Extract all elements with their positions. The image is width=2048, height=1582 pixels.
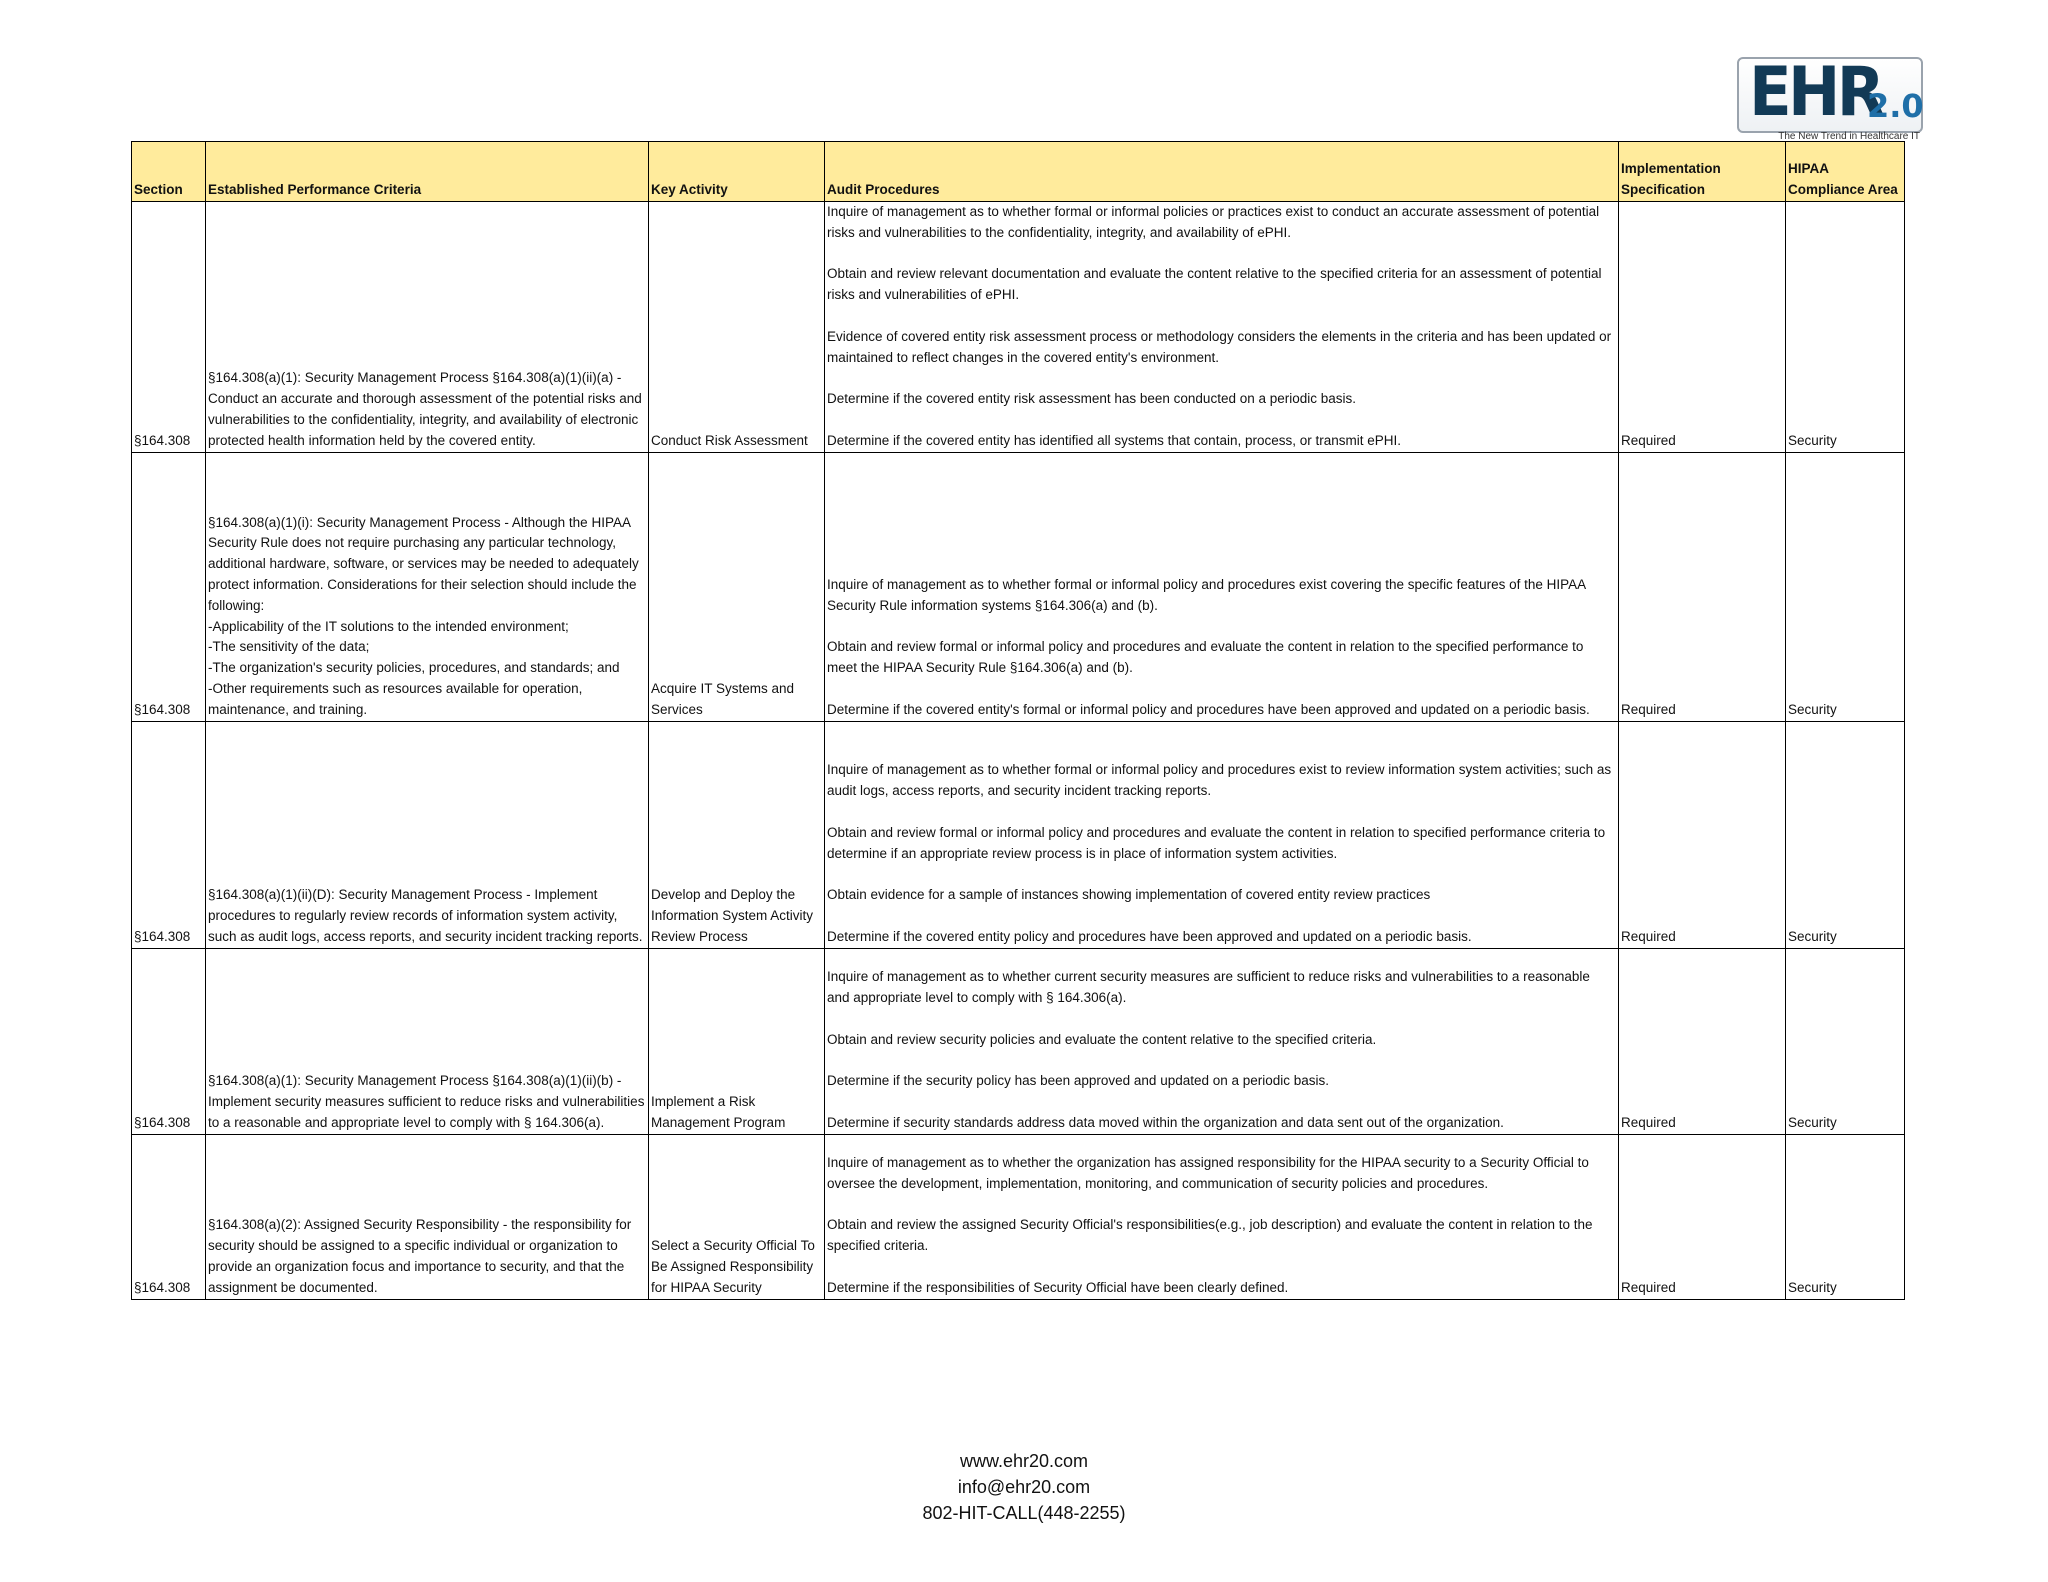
- cell-audit-procedures: [825, 452, 1619, 721]
- header-compliance-area: HIPAA Compliance Area: [1786, 142, 1905, 202]
- audit-step: Obtain and review security policies and evaluate the content relative to the specified criteria.: [827, 1031, 1377, 1047]
- cell-compliance-area: Security: [1786, 452, 1905, 721]
- header-criteria: Established Performance Criteria: [206, 142, 649, 202]
- cell-key-activity: Develop and Deploy the Information System Activity Review Process: [649, 721, 825, 948]
- audit-step: Obtain evidence for a sample of instances showing implementation of covered entity review practices: [827, 887, 1431, 903]
- cell-section: §164.308: [132, 948, 206, 1134]
- cell-key-activity: Select a Security Official To Be Assigned Responsibility for HIPAA Security: [649, 1134, 825, 1299]
- cell-section: §164.308: [132, 1134, 206, 1299]
- cell-key-activity: Conduct Risk Assessment: [649, 202, 825, 453]
- cell-implementation-spec: Required: [1619, 1134, 1786, 1299]
- cell-criteria: §164.308(a)(2): Assigned Security Responsibility - the responsibility for security should be assigned to a specific individual or organization to provide an organization focus and importance to security, and that the assignment be documented.: [206, 1134, 649, 1299]
- contact-footer: [0, 1448, 2048, 1526]
- cell-section: §164.308: [132, 452, 206, 721]
- header-audit-procedures: Audit Procedures: [825, 142, 1619, 202]
- audit-step: Inquire of management as to whether current security measures are sufficient to reduce risks and vulnerabilities to a reasonable and appropriate level to comply with § 164.306(a).: [827, 969, 1590, 1005]
- cell-audit-procedures: [825, 948, 1619, 1134]
- audit-table: [131, 141, 1905, 1300]
- cell-implementation-spec: Required: [1619, 948, 1786, 1134]
- header-key-activity: Key Activity: [649, 142, 825, 202]
- ehr-logo: [1737, 53, 1924, 133]
- phone-number: 802-HIT-CALL(448-2255): [922, 1503, 1126, 1523]
- cell-criteria: §164.308(a)(1)(i): Security Management Process - Although the HIPAA Security Rule does not require purchasing any particular technology, additional hardware, software, or services may be needed to adequately protect information. Considerations for their selection should include the following: -Applicability of the IT solutions to the intended environment; -The sensitivity of the data; -The organization's security policies, procedures, and standards; and -Other requirements such as resources available for operation, maintenance, and training.: [206, 452, 649, 721]
- logo-version-text: 2.0: [1867, 87, 1924, 125]
- audit-step: Determine if the covered entity's formal or informal policy and procedures have been approved and updated on a periodic basis.: [827, 701, 1590, 717]
- cell-implementation-spec: Required: [1619, 721, 1786, 948]
- cell-audit-procedures: [825, 1134, 1619, 1299]
- table-row: [132, 948, 1905, 1134]
- audit-step: Inquire of management as to whether formal or informal policy and procedures exist to review information system activities; such as audit logs, access reports, and security incident tracking reports.: [827, 762, 1612, 799]
- audit-step: Determine if security standards address data moved within the organization and data sent out of the organization.: [827, 1114, 1504, 1130]
- cell-compliance-area: Security: [1786, 202, 1905, 453]
- audit-step: Obtain and review formal or informal policy and procedures and evaluate the content in relation to the specified performance to meet the HIPAA Security Rule §164.306(a) and (b).: [827, 639, 1584, 676]
- logo-main-text: EHR: [1749, 53, 1882, 132]
- table-header-row: [132, 142, 1905, 202]
- cell-key-activity: Implement a Risk Management Program: [649, 948, 825, 1134]
- logo-tagline: The New Trend in Healthcare IT: [1778, 131, 1920, 142]
- cell-compliance-area: Security: [1786, 721, 1905, 948]
- audit-step: Obtain and review formal or informal policy and procedures and evaluate the content in relation to specified performance criteria to determine if an appropriate review process is in place of information system activities.: [827, 824, 1606, 861]
- cell-criteria: §164.308(a)(1): Security Management Process §164.308(a)(1)(ii)(a) - Conduct an accurate and thorough assessment of the potential risks and vulnerabilities to the confidentiality, integrity, and availability of electronic protected health information held by the covered entity.: [206, 202, 649, 453]
- audit-step: Inquire of management as to whether formal or informal policies or practices exist to conduct an accurate assessment of potential risks and vulnerabilities to the confidentiality, integrity, and availability of ePHI.: [827, 204, 1600, 240]
- audit-step: Obtain and review the assigned Security Official's responsibilities(e.g., job description) and evaluate the content in relation to the specified criteria.: [827, 1217, 1593, 1254]
- audit-step: Determine if the covered entity risk assessment has been conducted on a periodic basis.: [827, 391, 1357, 407]
- audit-step: Inquire of management as to whether the organization has assigned responsibility for the HIPAA security to a Security Official to oversee the development, implementation, monitoring, and communication of security policies and procedures.: [827, 1154, 1589, 1191]
- audit-step: Determine if the security policy has been approved and updated on a periodic basis.: [827, 1073, 1330, 1089]
- header-implementation-spec: Implementation Specification: [1619, 142, 1786, 202]
- audit-step: Obtain and review relevant documentation and evaluate the content relative to the specified criteria for an assessment of potential risks and vulnerabilities of ePHI.: [827, 266, 1602, 303]
- audit-step: Determine if the covered entity policy and procedures have been approved and updated on a periodic basis.: [827, 928, 1472, 944]
- cell-implementation-spec: Required: [1619, 452, 1786, 721]
- table-row: [132, 452, 1905, 721]
- cell-compliance-area: Security: [1786, 1134, 1905, 1299]
- cell-compliance-area: Security: [1786, 948, 1905, 1134]
- cell-key-activity: Acquire IT Systems and Services: [649, 452, 825, 721]
- cell-implementation-spec: Required: [1619, 202, 1786, 453]
- email-link[interactable]: info@ehr20.com: [957, 1477, 1091, 1497]
- audit-step: Inquire of management as to whether formal or informal policy and procedures exist covering the specific features of the HIPAA Security Rule information systems §164.306(a) and (b).: [827, 576, 1586, 613]
- header-section: Section: [132, 142, 206, 202]
- cell-audit-procedures: [825, 721, 1619, 948]
- audit-step: Determine if the responsibilities of Security Official have been clearly defined.: [827, 1279, 1289, 1295]
- table-row: [132, 1134, 1905, 1299]
- cell-section: §164.308: [132, 202, 206, 453]
- audit-step: Determine if the covered entity has identified all systems that contain, process, or transmit ePHI.: [827, 432, 1402, 448]
- table-row: [132, 202, 1905, 453]
- table-row: [132, 721, 1905, 948]
- cell-audit-procedures: [825, 202, 1619, 453]
- cell-criteria: §164.308(a)(1): Security Management Process §164.308(a)(1)(ii)(b) - Implement security measures sufficient to reduce risks and vulnerabilities to a reasonable and appropriate level to comply with § 164.306(a).: [206, 948, 649, 1134]
- audit-step: Evidence of covered entity risk assessment process or methodology considers the elements in the criteria and has been updated or maintained to reflect changes in the covered entity's environment.: [827, 328, 1612, 365]
- cell-section: §164.308: [132, 721, 206, 948]
- website-link[interactable]: www.ehr20.com: [959, 1451, 1089, 1471]
- cell-criteria: §164.308(a)(1)(ii)(D): Security Management Process - Implement procedures to regularly review records of information system activity, such as audit logs, access reports, and security incident tracking reports.: [206, 721, 649, 948]
